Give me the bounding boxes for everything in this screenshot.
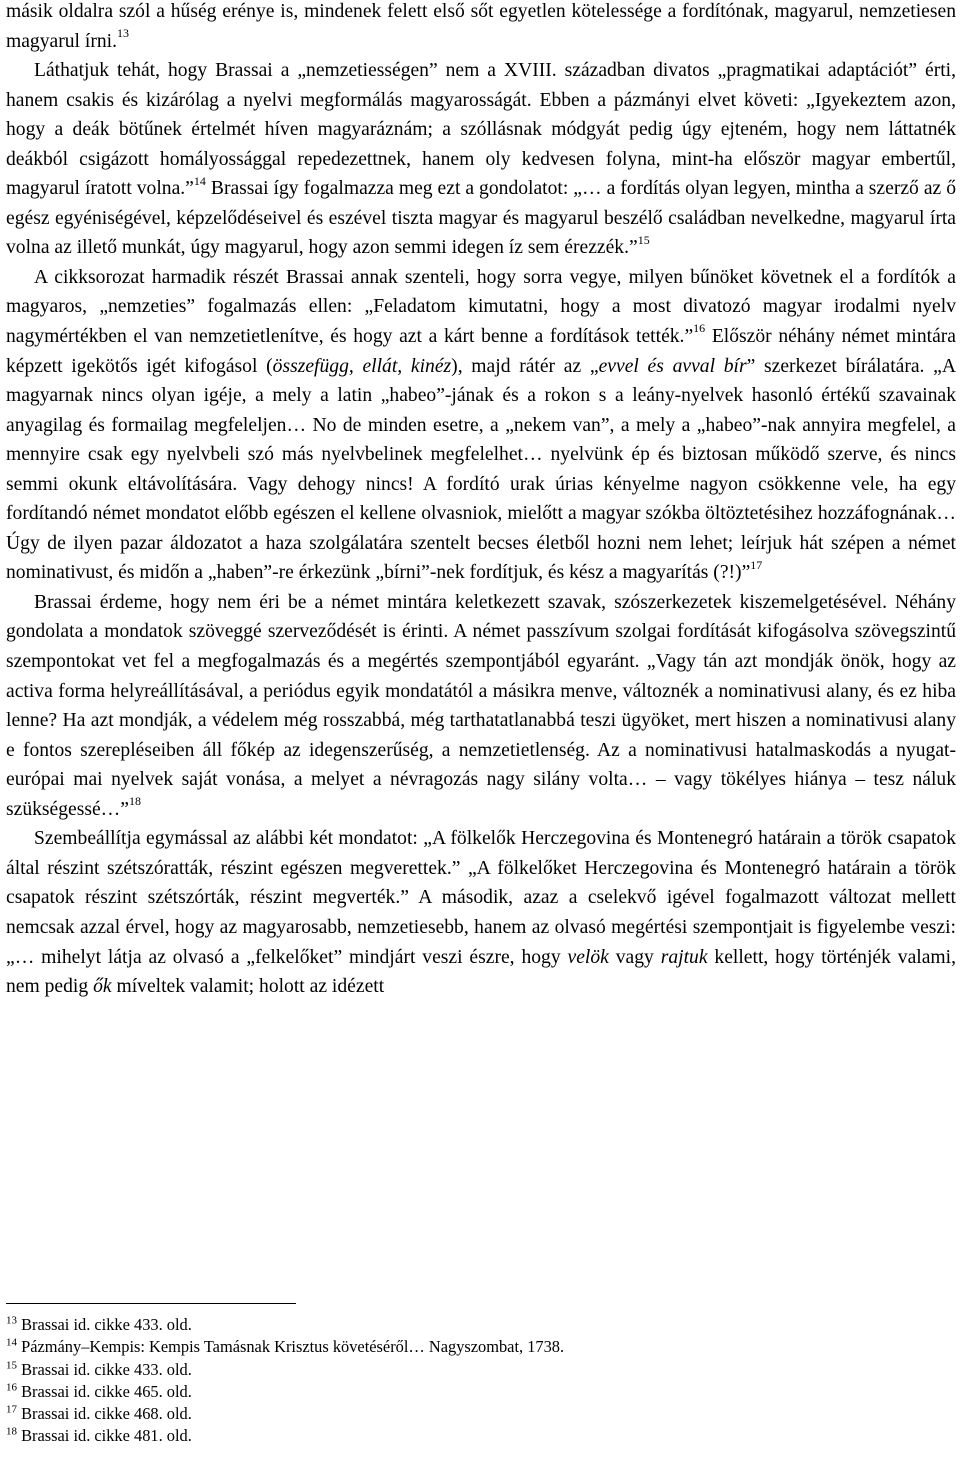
footnote-14 xyxy=(6,1336,956,1358)
text-run: A cikksorozat harmadik részét Brassai annak szenteli, hogy sorra vegye, milyen bűnöket követnek el a fordítók a magyaros, „nemzeties” fogalmazás ellen: „Feladatom kimutatni, hogy a most divatozó magyar irodalmi nyelv nagymértékben el van nemzetietlenítve, és hogy azt a kárt benne a fordítások tették.” xyxy=(6,266,956,348)
footnote-list xyxy=(6,1314,956,1448)
text-run: míveltek valamit; holott az idézett xyxy=(111,976,385,998)
footnote-number: 17 xyxy=(6,1403,17,1416)
footnote-separator xyxy=(6,1303,296,1304)
footnote-13 xyxy=(6,1314,956,1336)
footnote-number: 13 xyxy=(6,1314,17,1327)
italic-phrase: rajtuk xyxy=(660,946,708,968)
paragraph-p2 xyxy=(6,56,956,263)
body-text xyxy=(6,0,956,1002)
italic-phrase: evvel és avval bír xyxy=(598,355,747,377)
footnote-reference: 17 xyxy=(750,557,763,572)
text-run: vagy xyxy=(608,946,661,968)
footnote-text: Brassai id. cikke 433. old. xyxy=(21,1359,192,1379)
footnote-reference: 15 xyxy=(637,232,650,247)
footnote-17 xyxy=(6,1403,956,1425)
footnote-16 xyxy=(6,1381,956,1403)
footnote-reference: 13 xyxy=(117,26,129,41)
text-run: ” szerkezet bírálatára. „A magyarnak nincs olyan igéje, a mely a latin „habeo”-jának és a rokon s a leány-nyelvek hasonló értékű szavainak anyagilag és formailag megfeleljen… No de minden esetre, a „nekem van”, a mely a „habeo”-nak annyira megfelel, a mennyire csak egy nyelvbeli szó más nyelvbelinek megfelelhet… nyelvünk ép és biztosan működő szerve, és nincs semmi okunk eltávolítására. Vagy dehogy nincs! A fordító urak úrias kényelme nagyon csökkenne vele, ha egy fordítandó német mondatot előbb egészen el kellene olvasniok, mielőtt a magyar szókba öltöztetésihez hozzáfognának… Úgy de ilyen pazar áldozatot a haza szolgálatára szentelt becses életből hozni nem lehet; leírjuk hát szépen a német nominativust, és midőn a „haben”-re érkezünk „bírni”-nek fordítjuk, és kész a magyarítás (?!)” xyxy=(6,355,957,584)
footnote-number: 18 xyxy=(6,1426,17,1439)
footnote-text: Brassai id. cikke 465. old. xyxy=(21,1381,192,1401)
text-run: Először néhány német mintára képzett igekötős igét kifogásol ( xyxy=(6,326,956,377)
footnote-18 xyxy=(6,1425,956,1447)
italic-phrase: velök xyxy=(567,946,609,968)
footnote-reference: 14 xyxy=(193,173,206,188)
text-run: Brassai érdeme, hogy nem éri be a német mintára keletkezett szavak, szószerkezetek kiszemelgetésével. Néhány gondolata a mondatok szöveggé szerveződését is érinti. A német passzívum szolgai fordítását kifogásolva szövegszintű szempontokat vet fel a megfogalmazás és a megértés szempontjából egyaránt. „Vagy tán azt mondják önök, hogy az activa forma helyreállításával, a periódus egyik mondatától a másikra menve, változnék a nominativusi alany, és ez hiba lenne? Ha azt mondják, a védelem még rosszabbá, még tarthatatlanabbá teszi ügyöket, mert hiszen a nominativusi alany e fontos szerepléseiben áll főkép az idegenszerűség, a nemzetietlenség. Az a nominativusi hatalmaskodás a nyugat-európai mai nyelvek saját vonása, a melyet a névragozás nagy silány volta… – vagy tökélyes hiánya – tesz náluk szükségessé…” xyxy=(6,591,956,820)
text-run: Brassai így fogalmazza meg ezt a gondolatot: „… a fordítás olyan legyen, mintha a szerző az ő egész egyéniségével, képzelődéseivel és eszével tiszta magyar és magyarul beszélő családban nevelkedne, magyarul írta volna az illető munkát, úgy magyarul, hogy azon semmi idegen íz sem érezzék.” xyxy=(6,178,956,259)
footnote-number: 14 xyxy=(6,1336,17,1349)
footnote-text: Pázmány–Kempis: Kempis Tamásnak Krisztus követéséről… Nagyszombat, 1738. xyxy=(21,1337,565,1357)
text-run: másik oldalra szól a hűség erénye is, mindenek felett első sőt egyetlen kötelessége a fordítónak, magyarul, nemzetiesen magyarul írni. xyxy=(6,1,956,52)
footnotes-section xyxy=(6,1303,956,1448)
footnote-15 xyxy=(6,1359,956,1381)
italic-phrase: ők xyxy=(93,976,112,998)
paragraph-p5 xyxy=(6,824,956,1001)
paragraph-p3 xyxy=(6,263,956,588)
footnote-text: Brassai id. cikke 468. old. xyxy=(21,1404,192,1424)
text-run: Szembeállítja egymással az alábbi két mondatot: „A fölkelők Herczegovina és Montenegró határain a török csapatok által részint szétszóratták, részint egészen megverettek.” „A fölkelőket Herczegovina és Montenegró határain a török csapatok részint szétszórták, részint megverték.” A második, azaz a cselekvő igével fogalmazott változat mellett nemcsak azzal érvel, hogy az magyarosabb, nemzetiesebb, hanem az olvasó megértési szempontjait is figyelembe veszi: „… mihelyt látja az olvasó a „felkelőket” mindjárt veszi észre, hogy xyxy=(6,828,956,968)
italic-phrase: összefügg, ellát, kinéz xyxy=(272,355,452,377)
text-run: ), majd rátér az „ xyxy=(451,355,599,377)
footnote-number: 16 xyxy=(6,1381,17,1394)
paragraph-p4 xyxy=(6,588,956,824)
text-run: kellett, hogy történjék valami, nem pedig xyxy=(6,946,956,998)
footnote-reference: 16 xyxy=(693,321,706,336)
paragraph-p1 xyxy=(6,0,956,56)
footnote-text: Brassai id. cikke 481. old. xyxy=(21,1426,192,1446)
footnote-text: Brassai id. cikke 433. old. xyxy=(21,1315,192,1334)
footnote-number: 15 xyxy=(6,1359,17,1372)
footnote-reference: 18 xyxy=(128,794,141,809)
text-run: Láthatjuk tehát, hogy Brassai a „nemzetiességen” nem a XVIII. században divatos „pragmatikai adaptációt” érti, hanem csakis és kizárólag a nyelvi megformálás magyarosságát. Ebben a pázmányi elvet követi: „Igyekeztem azon, hogy a deák bötűnek értelmét híven magyaráznám; a szóllásnak módgyát pedig úgy ejteném, hogy nem láttatnék deákból csigázott homályossággal repedezettnek, hanem oly kedvesen folyna, mint-ha először magyar embertűl, magyarul íratott volna.” xyxy=(6,60,956,200)
